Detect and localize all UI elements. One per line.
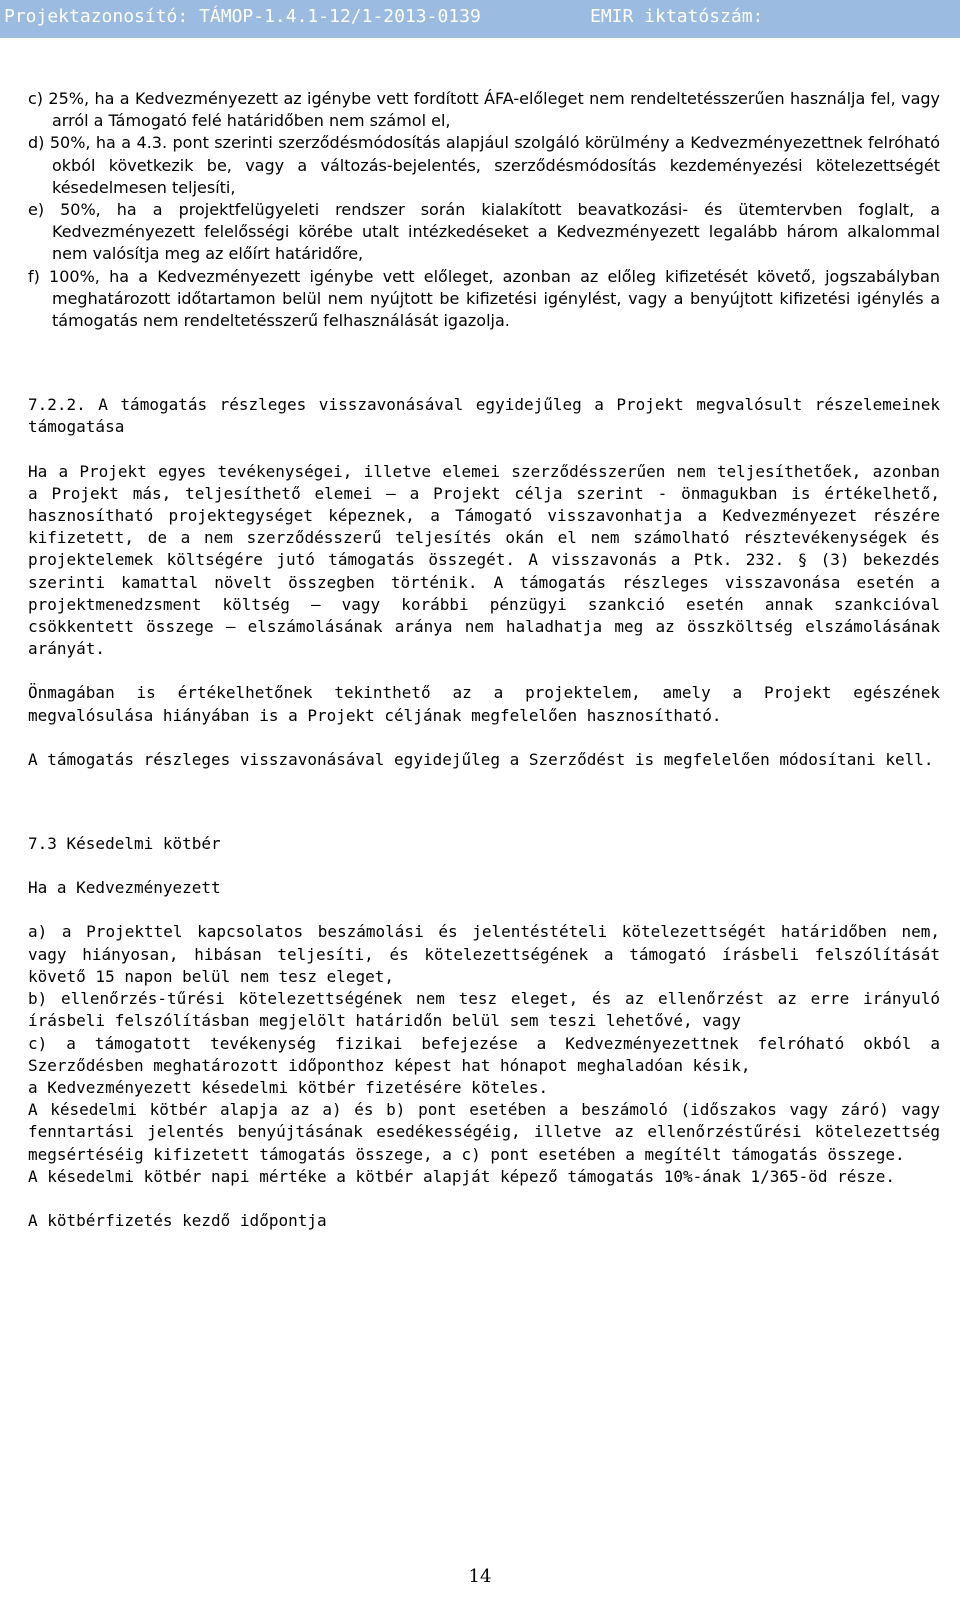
paragraph: e) 50%, ha a projektfelügyeleti rendszer során kialakított beavatkozási- és ütemtervben foglalt, a Kedvezményezett felelősségi körébe utalt intézkedéseket a Kedvezményezett legalább három alkalommal nem valósítja meg az előírt határidőre,	[28, 200, 940, 264]
paragraph: Önmagában is értékelhetőnek tekinthető az a projektelem, amely a Projekt egészének megvalósulása hiányában is a Projekt céljának megfelelően hasznosítható.	[28, 683, 940, 725]
paragraph: c) a támogatott tevékenység fizikai befejezése a Kedvezményezettnek felróható okból a Szerződésben meghatározott időponthoz képest hat hónapot meghaladóan késik,	[28, 1033, 940, 1075]
paragraph: d) 50%, ha a 4.3. pont szerinti szerződésmódosítás alapjául szolgáló körülmény a Kedvezményezettnek felróható okból következik be, vagy a változás-bejelentés, szerződésmódosítás kezdeményezési kötelezettségét késedelmesen teljesíti,	[28, 133, 940, 197]
paragraph: c) 25%, ha a Kedvezményezett az igénybe vett fordított ÁFA-előleget nem rendeltetésszerűen használja fel, vagy arról a Támogató felé határidőben nem számol el,	[28, 89, 940, 131]
paragraph: 7.2.2. A támogatás részleges visszavonásával egyidejűleg a Projekt megvalósult részelemeinek támogatása	[28, 395, 940, 437]
paragraph: b) ellenőrzés-tűrési kötelezettségének nem tesz eleget, és az ellenőrzést az erre irányuló írásbeli felszólításban megjelölt határidőn belül sem teszi lehetővé, vagy	[28, 989, 940, 1031]
paragraph: Ha a Projekt egyes tevékenységei, illetve elemei szerződésszerűen nem teljesíthetőek, azonban a Projekt más, teljesíthető elemei – a Projekt célja szerint - önmagukban is értékelhető, hasznosítható projektegységet képeznek, a Támogató visszavonhatja a Kedvezményezet részére kifizetett, de a nem szerződésszerű teljesítés okán el nem számolható résztevékenységek és projektelemek költségére jutó támogatás összegét. A visszavonás a Ptk. 232. § (3) bekezdés szerinti kamattal növelt összegben történik. A támogatás részleges visszavonása esetén a projektmenedzsment költség – vagy korábbi pénzügyi szankció esetén annak szankcióval csökkentett összege – elszámolásának aránya nem haladhatja meg az összköltség elszámolásának arányát.	[28, 461, 940, 659]
document-body	[28, 88, 940, 1232]
paragraph: A késedelmi kötbér alapja az a) és b) pont esetében a beszámoló (időszakos vagy záró) vagy fenntartási jelentés benyújtásának esedékességéig, illetve az ellenőrzéstűrési kötelezettség megsértéséig kifizetett támogatás összege, a c) pont esetében a megítélt támogatás összege.	[28, 1100, 940, 1164]
paragraph: f) 100%, ha a Kedvezményezett igénybe vett előleget, azonban az előleg kifizetését követő, jogszabályban meghatározott időtartamon belül nem nyújtott be kifizetési igénylést, vagy a benyújtott kifizetési igénylés a támogatás nem rendeltetésszerű felhasználását igazolja.	[28, 266, 940, 331]
paragraph: 7.3 Késedelmi kötbér	[28, 834, 221, 854]
paragraph: A kötbérfizetés kezdő időpontja	[28, 1210, 327, 1230]
paragraph: a Kedvezményezett késedelmi kötbér fizetésére köteles.	[28, 1077, 549, 1097]
emir-label: EMIR iktatószám:	[590, 6, 764, 27]
paragraph: A késedelmi kötbér napi mértéke a kötbér alapját képező támogatás 10%-ának 1/365-öd része.	[28, 1166, 895, 1186]
paragraph: Ha a Kedvezményezett	[28, 878, 221, 898]
page-header	[0, 0, 960, 38]
page-number: 14	[468, 1566, 492, 1587]
paragraph: A támogatás részleges visszavonásával egyidejűleg a Szerződést is megfelelően módosítani kell.	[28, 749, 934, 769]
paragraph: a) a Projekttel kapcsolatos beszámolási és jelentéstételi kötelezettségét határidőben nem, vagy hiányosan, hibásan teljesíti, és kötelezettségének a támogató írásbeli felszólítását követő 15 napon belül nem tesz eleget,	[28, 922, 940, 986]
project-id: Projektazonosító: TÁMOP-1.4.1-12/1-2013-0139	[4, 6, 481, 27]
